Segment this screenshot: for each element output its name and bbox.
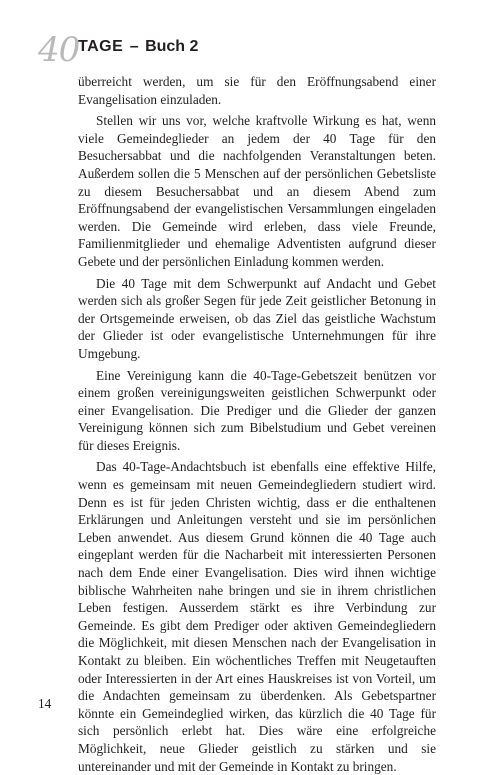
- page-number: 14: [38, 696, 52, 711]
- paragraph: Eine Vereinigung kann die 40-Tage-Gebetszeit benützen vor einem großen vereinigungsweiten geistlichen Schwerpunkt oder einer Evangelisation. Die Prediger und die Glieder der ganzen Vereinigung können sich zum Bibelstudium und Gebet vereinen für dieses Ereignis.: [78, 367, 436, 453]
- paragraph: Stellen wir uns vor, welche kraftvolle Wirkung es hat, wenn viele Gemeindeglieder an jedem der 40 Tage für den Besuchersabbat und die nachfolgenden Veranstaltungen beten. Außerdem sollen die 5 Menschen auf der persönlichen Gebetsliste zu diesem Besuchersabbat und an diesem Abend zum Eröffnungsabend der evangelistischen Versammlungen eingeladen werden. Die Gemeinde wird erleben, dass viele Freunde, Familienmitglieder und ehemalige Adventisten aufgrund dieser Gebete und der persönlichen Einladung kommen werden.: [78, 113, 436, 269]
- paragraph-continued: überreicht werden, um sie für den Eröffnungsabend einer Evangelisation einzuladen.: [78, 74, 436, 107]
- running-head-subtitle: Buch 2: [145, 38, 199, 55]
- running-head-title: [78, 37, 198, 57]
- body-text: [78, 73, 436, 775]
- paragraph: Die 40 Tage mit dem Schwerpunkt auf Andacht und Gebet werden sich als großer Segen für jede Zeit geistlicher Betonung in der Ortsgemeinde erweisen, ob das Ziel das geistliche Wachstum der Glieder ist oder evangelistische Unternehmungen für ihre Umgebung.: [78, 275, 436, 361]
- running-head-number: 40: [38, 30, 80, 70]
- running-head-title-main: TAGE: [78, 38, 124, 55]
- running-head-separator: –: [129, 38, 139, 55]
- running-head: [38, 30, 458, 74]
- paragraph: Das 40-Tage-Andachtsbuch ist ebenfalls eine effektive Hilfe, wenn es gemeinsam mit neuen Gemeindegliedern studiert wird. Denn es ist für jeden Christen wichtig, dass er die enthaltenen Erklärungen und Anleitungen versteht und sie im persönlichen Leben anwendet. Aus diesem Grund können die 40 Tage auch eingeplant werden für die Nacharbeit mit interessierten Personen nach dem Ende einer Evangelisation. Dies wird ihnen wichtige biblische Wahrheiten nahe bringen und sie in ihrem christlichen Leben festigen. Ausserdem stärkt es ihre Verbindung zur Gemeinde. Es gibt dem Prediger oder aktiven Gemeindegliedern die Möglichkeit, mit diesen Menschen nach der Evangelisation in Kontakt zu bleiben. Ein wöchentliches Treffen mit Neugetauften oder Interessierten in der Art eines Hauskreises ist von Vorteil, um die Andachten gemeinsam zu überdenken. Als Gebetspartner könnte ein Gemeindeglied wirken, das kürzlich die 40 Tage für sich persönlich erlebt hat. Dies wäre eine erfolgreiche Möglichkeit, neue Glieder geistlich zu stärken und sie untereinander und mit der Gemeinde in Kontakt zu bringen.: [78, 459, 436, 774]
